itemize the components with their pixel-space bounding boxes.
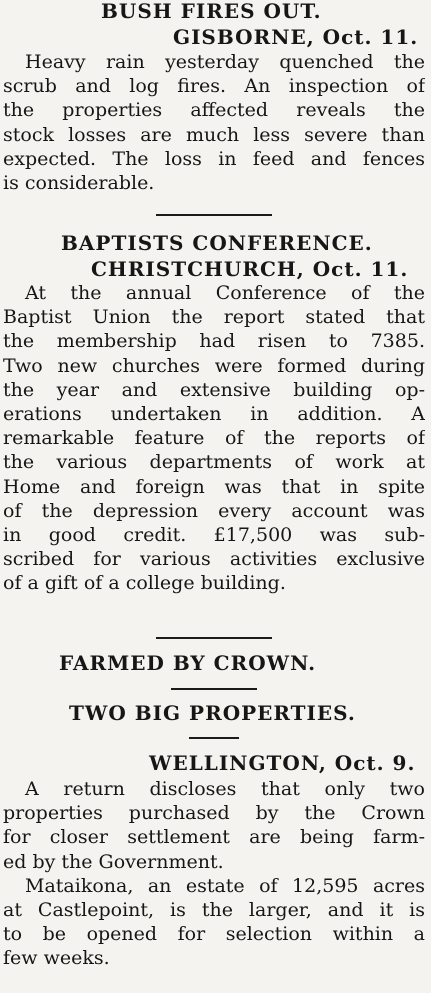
body-line: of the depression every account was [3,499,425,522]
body-line: scribed for various activities exclusive [3,548,425,571]
rule-line [156,214,272,216]
headline: FARMED BY CROWN. [59,651,317,675]
body-line: At the annual Conference of the [25,282,425,304]
article-farmed-by-crown [3,652,425,971]
dateline: GISBORNE, Oct. 11. [173,25,419,49]
body-line: ed by the Government. [3,850,224,873]
body-line: to be opened for selection within a [3,923,425,946]
body-line: A return discloses that only two [25,778,425,800]
body-line: the year and extensive building op- [3,378,425,401]
body-line: Mataikona, an estate of 12,595 acres [25,874,425,897]
headline: BUSH FIRES OUT. [101,0,322,23]
rule-line [156,637,272,639]
body-line: for closer settlement are being farm- [3,826,425,849]
rule-line [189,737,239,739]
body-line: few weeks. [3,947,110,970]
body-line: remarkable feature of the reports of [3,427,425,450]
separator-rule [3,214,425,216]
article-body [3,50,425,195]
rule-line [171,688,257,690]
body-line: in good credit. £17,500 was sub- [3,524,425,547]
body-line: is considerable. [3,172,155,195]
body-line: erations undertaken in addition. A [3,403,425,426]
body-line: Heavy rain yesterday quenched the [25,51,425,73]
body-line: scrub and log fires. An inspection of [3,75,425,98]
article-baptists [3,232,425,596]
body-line: the properties affected reveals the [3,99,425,122]
body-line: of a gift of a college building. [3,572,286,595]
body-line: Home and foreign was that in spite [3,475,425,498]
separator-rule [3,637,425,639]
body-line: expected. The loss in feed and fences [3,147,425,170]
body-line: Baptist Union the report stated that [3,306,425,329]
headline: BAPTISTS CONFERENCE. [61,231,373,255]
body-line: Two new churches were formed during [3,354,425,377]
article-bush-fires [3,0,425,195]
article-body [3,281,425,596]
body-line: the membership had risen to 7385. [3,330,425,353]
dateline: CHRISTCHURCH, Oct. 11. [91,257,409,281]
dateline: WELLINGTON, Oct. 9. [149,751,416,775]
article-body [3,777,425,971]
subheadline: TWO BIG PROPERTIES. [69,701,356,725]
body-line: at Castlepoint, is the larger, and it is [3,899,425,922]
body-line: properties purchased by the Crown [3,802,425,825]
body-line: the various departments of work at [3,451,425,474]
body-line: stock losses are much less severe than [3,123,425,146]
